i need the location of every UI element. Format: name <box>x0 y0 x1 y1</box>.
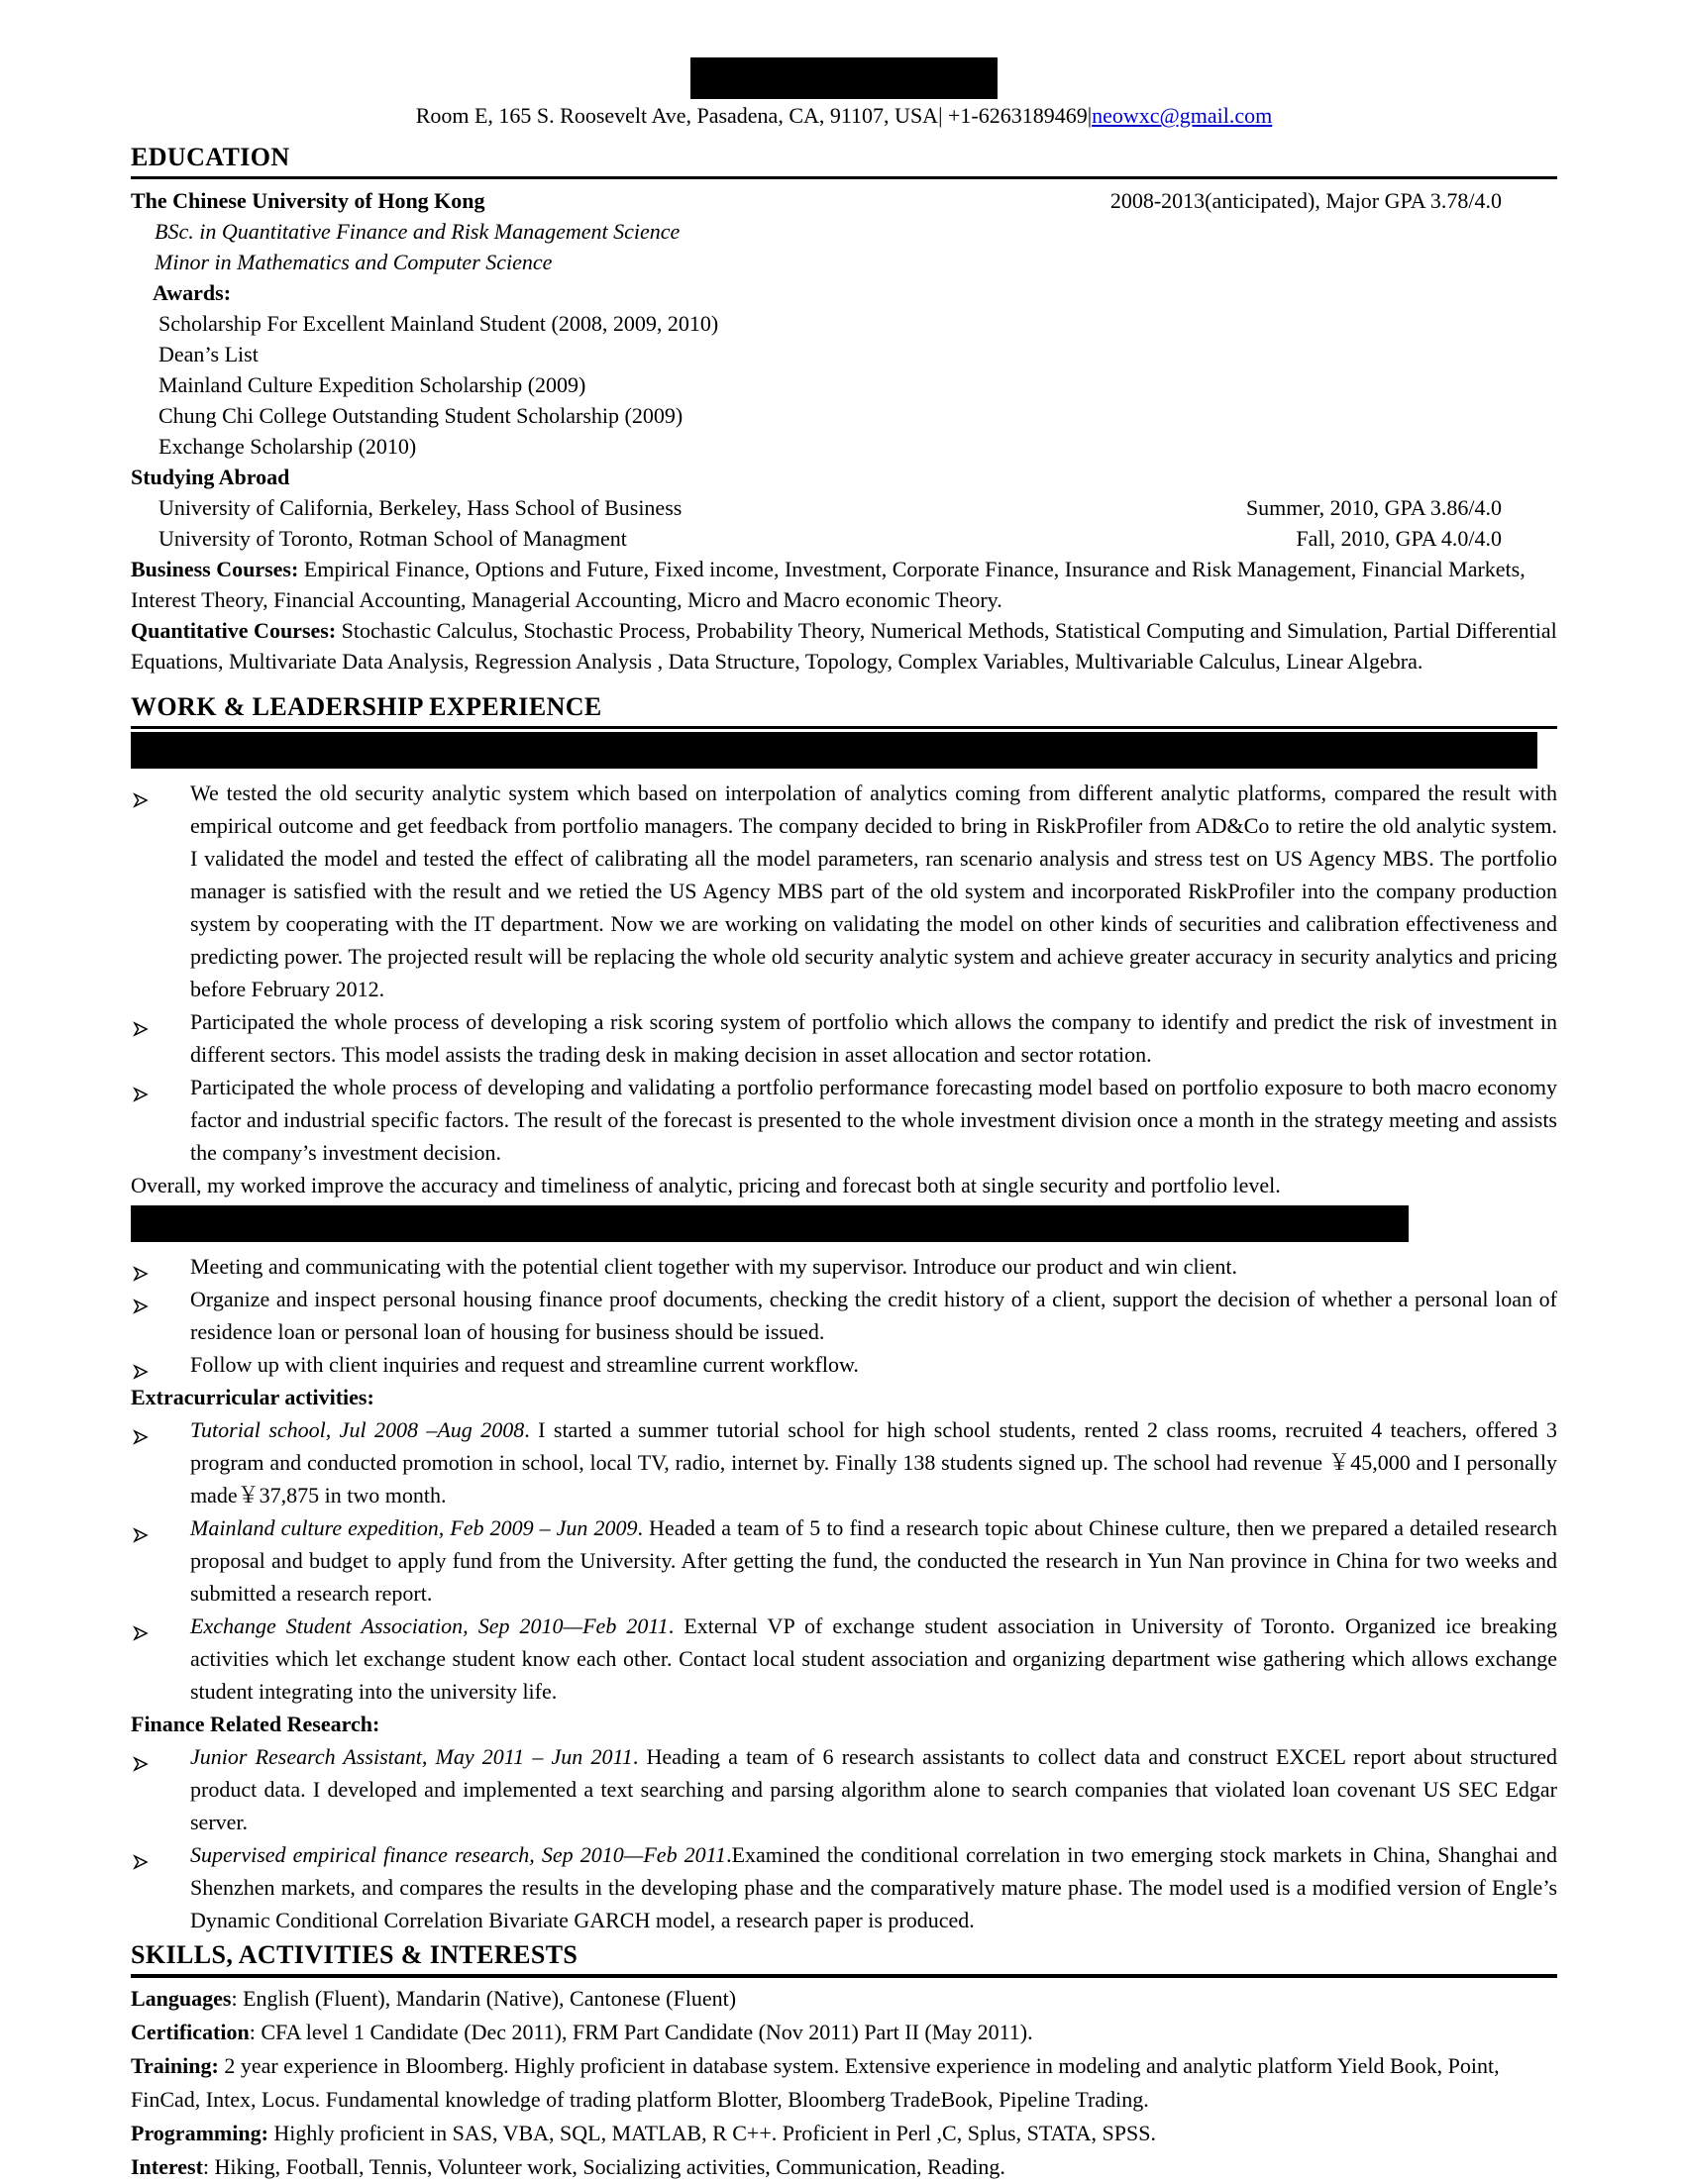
bullet-arrow-icon <box>133 1421 149 1437</box>
activity-title: Tutorial school, Jul 2008 –Aug 2008 <box>190 1417 525 1442</box>
research-title: Supervised empirical finance research, Sep 2010—Feb 2011 <box>190 1842 727 1867</box>
bullet-arrow-icon <box>133 1013 149 1029</box>
bullet-arrow-icon <box>133 1291 149 1306</box>
activity-bullet <box>131 1610 1557 1708</box>
research-text: . Heading a team of 6 research assistants to collect data and construct EXCEL report about structured product data. I developed and implemented a text searching and parsing algorithm alone to search companies that violated loan covenant US SEC Edgar server. <box>190 1744 1557 1834</box>
skill-label: Training: <box>131 2053 219 2078</box>
research-title: Junior Research Assistant, May 2011 – Jun 2011 <box>190 1744 633 1769</box>
activity-bullet <box>131 1413 1557 1511</box>
skill-text: Highly proficient in SAS, VBA, SQL, MATLAB, R C++. Proficient in Perl ,C, Splus, STATA, SPSS. <box>267 2121 1156 2145</box>
quantitative-courses-label: Quantitative Courses: <box>131 618 337 643</box>
skill-text: : English (Fluent), Mandarin (Native), Cantonese (Fluent) <box>231 1986 737 2011</box>
skill-row-languages <box>131 1982 1557 2016</box>
redacted-name-bar <box>690 57 998 99</box>
skill-row-certification <box>131 2016 1557 2049</box>
school-name: The Chinese University of Hong Kong <box>131 188 485 213</box>
skill-label: Languages <box>131 1986 232 2011</box>
quantitative-courses-text: Stochastic Calculus, Stochastic Process, Probability Theory, Numerical Methods, Statistical Computing and Simulation, Partial Differential Equations, Multivariate Data Analysis, Regression Analysis , Data Structure, Topology, Complex Variables, Multivariable Calculus, Linear Algebra. <box>131 618 1557 674</box>
award-item: Dean’s List <box>158 342 259 366</box>
bullet-text: Meeting and communicating with the potential client together with my supervisor. Introduce our product and win client. <box>190 1254 1237 1279</box>
skill-row-programming <box>131 2117 1557 2150</box>
bullet-text: Organize and inspect personal housing finance proof documents, checking the credit history of a client, support the decision of whether a personal loan of residence loan or personal loan of housing for business should be issued. <box>190 1287 1557 1344</box>
activity-title: Mainland culture expedition, Feb 2009 – Jun 2009 <box>190 1515 638 1540</box>
business-courses-label: Business Courses: <box>131 557 299 581</box>
bullet-arrow-icon <box>133 1356 149 1372</box>
minor-line: Minor in Mathematics and Computer Science <box>155 250 553 274</box>
studying-abroad-label: Studying Abroad <box>131 465 290 489</box>
research-bullet <box>131 1838 1557 1936</box>
activity-text: . External VP of exchange student association in University of Toronto. Organized ice breaking activities which let exchange student know each other. Contact local student association and organizing department wise gathering which allows exchange student integrating into the university life. <box>190 1613 1557 1704</box>
bullet-arrow-icon <box>133 1079 149 1094</box>
redacted-employer-2-bar <box>131 1205 1409 1242</box>
abroad-row <box>131 492 1557 523</box>
award-item: Mainland Culture Expedition Scholarship (2009) <box>158 372 586 397</box>
skill-text: 2 year experience in Bloomberg. Highly proficient in database system. Extensive experience in modeling and analytic platform Yield Book, Point, FinCad, Intex, Locus. Fundamental knowledge of trading platform Blotter, Bloomberg TradeBook, Pipeline Trading. <box>131 2053 1500 2112</box>
skill-text: : Hiking, Football, Tennis, Volunteer work, Socializing activities, Communication, Reading. <box>202 2154 1005 2179</box>
bullet-text: Follow up with client inquiries and request and streamline current workflow. <box>190 1352 859 1377</box>
school-dates: 2008-2013(anticipated), Major GPA 3.78/4.0 <box>1109 188 1502 213</box>
redacted-employer-1-bar <box>131 732 1537 769</box>
address-text: Room E, 165 S. Roosevelt Ave, Pasadena, CA, 91107, USA| +1-6263189469| <box>415 103 1093 128</box>
section-heading-education: EDUCATION <box>131 141 1557 179</box>
work-bullet <box>131 1348 1557 1381</box>
business-courses-paragraph <box>131 554 1557 615</box>
section-heading-work: WORK & LEADERSHIP EXPERIENCE <box>131 690 1557 729</box>
bullet-arrow-icon <box>133 1748 149 1764</box>
award-item: Exchange Scholarship (2010) <box>158 434 417 459</box>
award-item: Scholarship For Excellent Mainland Student (2008, 2009, 2010) <box>158 311 719 336</box>
work-bullet <box>131 1250 1557 1283</box>
abroad-dates: Summer, 2010, GPA 3.86/4.0 <box>1245 495 1502 520</box>
abroad-row <box>131 523 1557 554</box>
school-row <box>131 185 1557 216</box>
address-line <box>131 101 1557 131</box>
work-bullet <box>131 1071 1557 1169</box>
bullet-arrow-icon <box>133 1258 149 1274</box>
awards-label: Awards: <box>153 280 232 305</box>
skill-text: : CFA level 1 Candidate (Dec 2011), FRM Part Candidate (Nov 2011) Part II (May 2011). <box>249 2020 1033 2044</box>
bullet-arrow-icon <box>133 1519 149 1535</box>
skill-label: Certification <box>131 2020 250 2044</box>
section-heading-skills: SKILLS, ACTIVITIES & INTERESTS <box>131 1938 1557 1978</box>
research-text: .Examined the conditional correlation in two emerging stock markets in China, Shanghai and Shenzhen markets, and compares the results in the developing phase and the comparatively mature phase. The model used is a modified version of Engle’s Dynamic Conditional Correlation Bivariate GARCH model, a research paper is produced. <box>190 1842 1558 1932</box>
bullet-text: We tested the old security analytic system which based on interpolation of analytics coming from different analytic platforms, compared the result with empirical outcome and get feedback from portfolio managers. The company decided to bring in RiskProfiler from AD&Co to retire the old analytic system. I validated the model and tested the effect of calibrating all the model parameters, ran scenario analysis and stress test on US Agency MBS. The portfolio manager is satisfied with the result and we retied the US Agency MBS part of the old system and incorporated RiskProfiler into the company production system by cooperating with the IT department. Now we are working on validating the model on other kinds of securities and calibration effectiveness and predicting power. The projected result will be replacing the whole old security analytic system and achieve greater accuracy in security analytics and pricing before February 2012. <box>190 780 1557 1001</box>
award-item: Chung Chi College Outstanding Student Scholarship (2009) <box>158 403 684 428</box>
work-bullet <box>131 1005 1557 1071</box>
bullet-arrow-icon <box>133 784 149 800</box>
bullet-arrow-icon <box>133 1617 149 1633</box>
work-bullet <box>131 1283 1557 1348</box>
skill-label: Interest <box>131 2154 203 2179</box>
abroad-university: University of Toronto, Rotman School of Managment <box>158 526 627 551</box>
bullet-arrow-icon <box>133 1846 149 1862</box>
bullet-text: Participated the whole process of developing and validating a portfolio performance forecasting model based on portfolio exposure to both macro economy factor and industrial specific factors. The result of the forecast is presented to the whole investment division once a month in the strategy meeting and assists the company’s investment decision. <box>190 1075 1557 1165</box>
extracurricular-label: Extracurricular activities: <box>131 1385 374 1409</box>
skill-row-training <box>131 2049 1557 2117</box>
email-link[interactable]: neowxc@gmail.com <box>1092 103 1273 128</box>
research-label: Finance Related Research: <box>131 1712 380 1736</box>
abroad-university: University of California, Berkeley, Hass School of Business <box>158 495 683 520</box>
abroad-dates: Fall, 2010, GPA 4.0/4.0 <box>1296 526 1502 551</box>
work-bullet <box>131 777 1557 1005</box>
bullet-text: Participated the whole process of developing a risk scoring system of portfolio which allows the company to identify and predict the risk of investment in different sectors. This model assists the trading desk in making decision in asset allocation and sector rotation. <box>190 1009 1557 1067</box>
degree-line: BSc. in Quantitative Finance and Risk Management Science <box>155 219 681 244</box>
skill-label: Programming: <box>131 2121 268 2145</box>
activity-text: . Headed a team of 5 to find a research topic about Chinese culture, then we prepared a detailed research proposal and budget to apply fund from the University. After getting the fund, the conducted the research in Yun Nan province in China for two weeks and submitted a research report. <box>190 1515 1557 1606</box>
business-courses-text: Empirical Finance, Options and Future, Fixed income, Investment, Corporate Finance, Insurance and Risk Management, Financial Markets, Interest Theory, Financial Accounting, Managerial Accounting, Micro and Macro economic Theory. <box>131 557 1526 612</box>
activity-bullet <box>131 1511 1557 1610</box>
quantitative-courses-paragraph <box>131 615 1557 676</box>
job1-summary-line: Overall, my worked improve the accuracy and timeliness of analytic, pricing and forecast both at single security and portfolio level. <box>131 1173 1281 1197</box>
activity-text: . I started a summer tutorial school for high school students, rented 2 class rooms, recruited 4 teachers, offered 3 program and conducted promotion in school, local TV, radio, internet by. Finally 138 students signed up. The school had revenue ￥45,000 and I personally made￥37,875 in two month. <box>190 1417 1557 1508</box>
research-bullet <box>131 1740 1557 1838</box>
activity-title: Exchange Student Association, Sep 2010—Feb 2011 <box>190 1613 669 1638</box>
